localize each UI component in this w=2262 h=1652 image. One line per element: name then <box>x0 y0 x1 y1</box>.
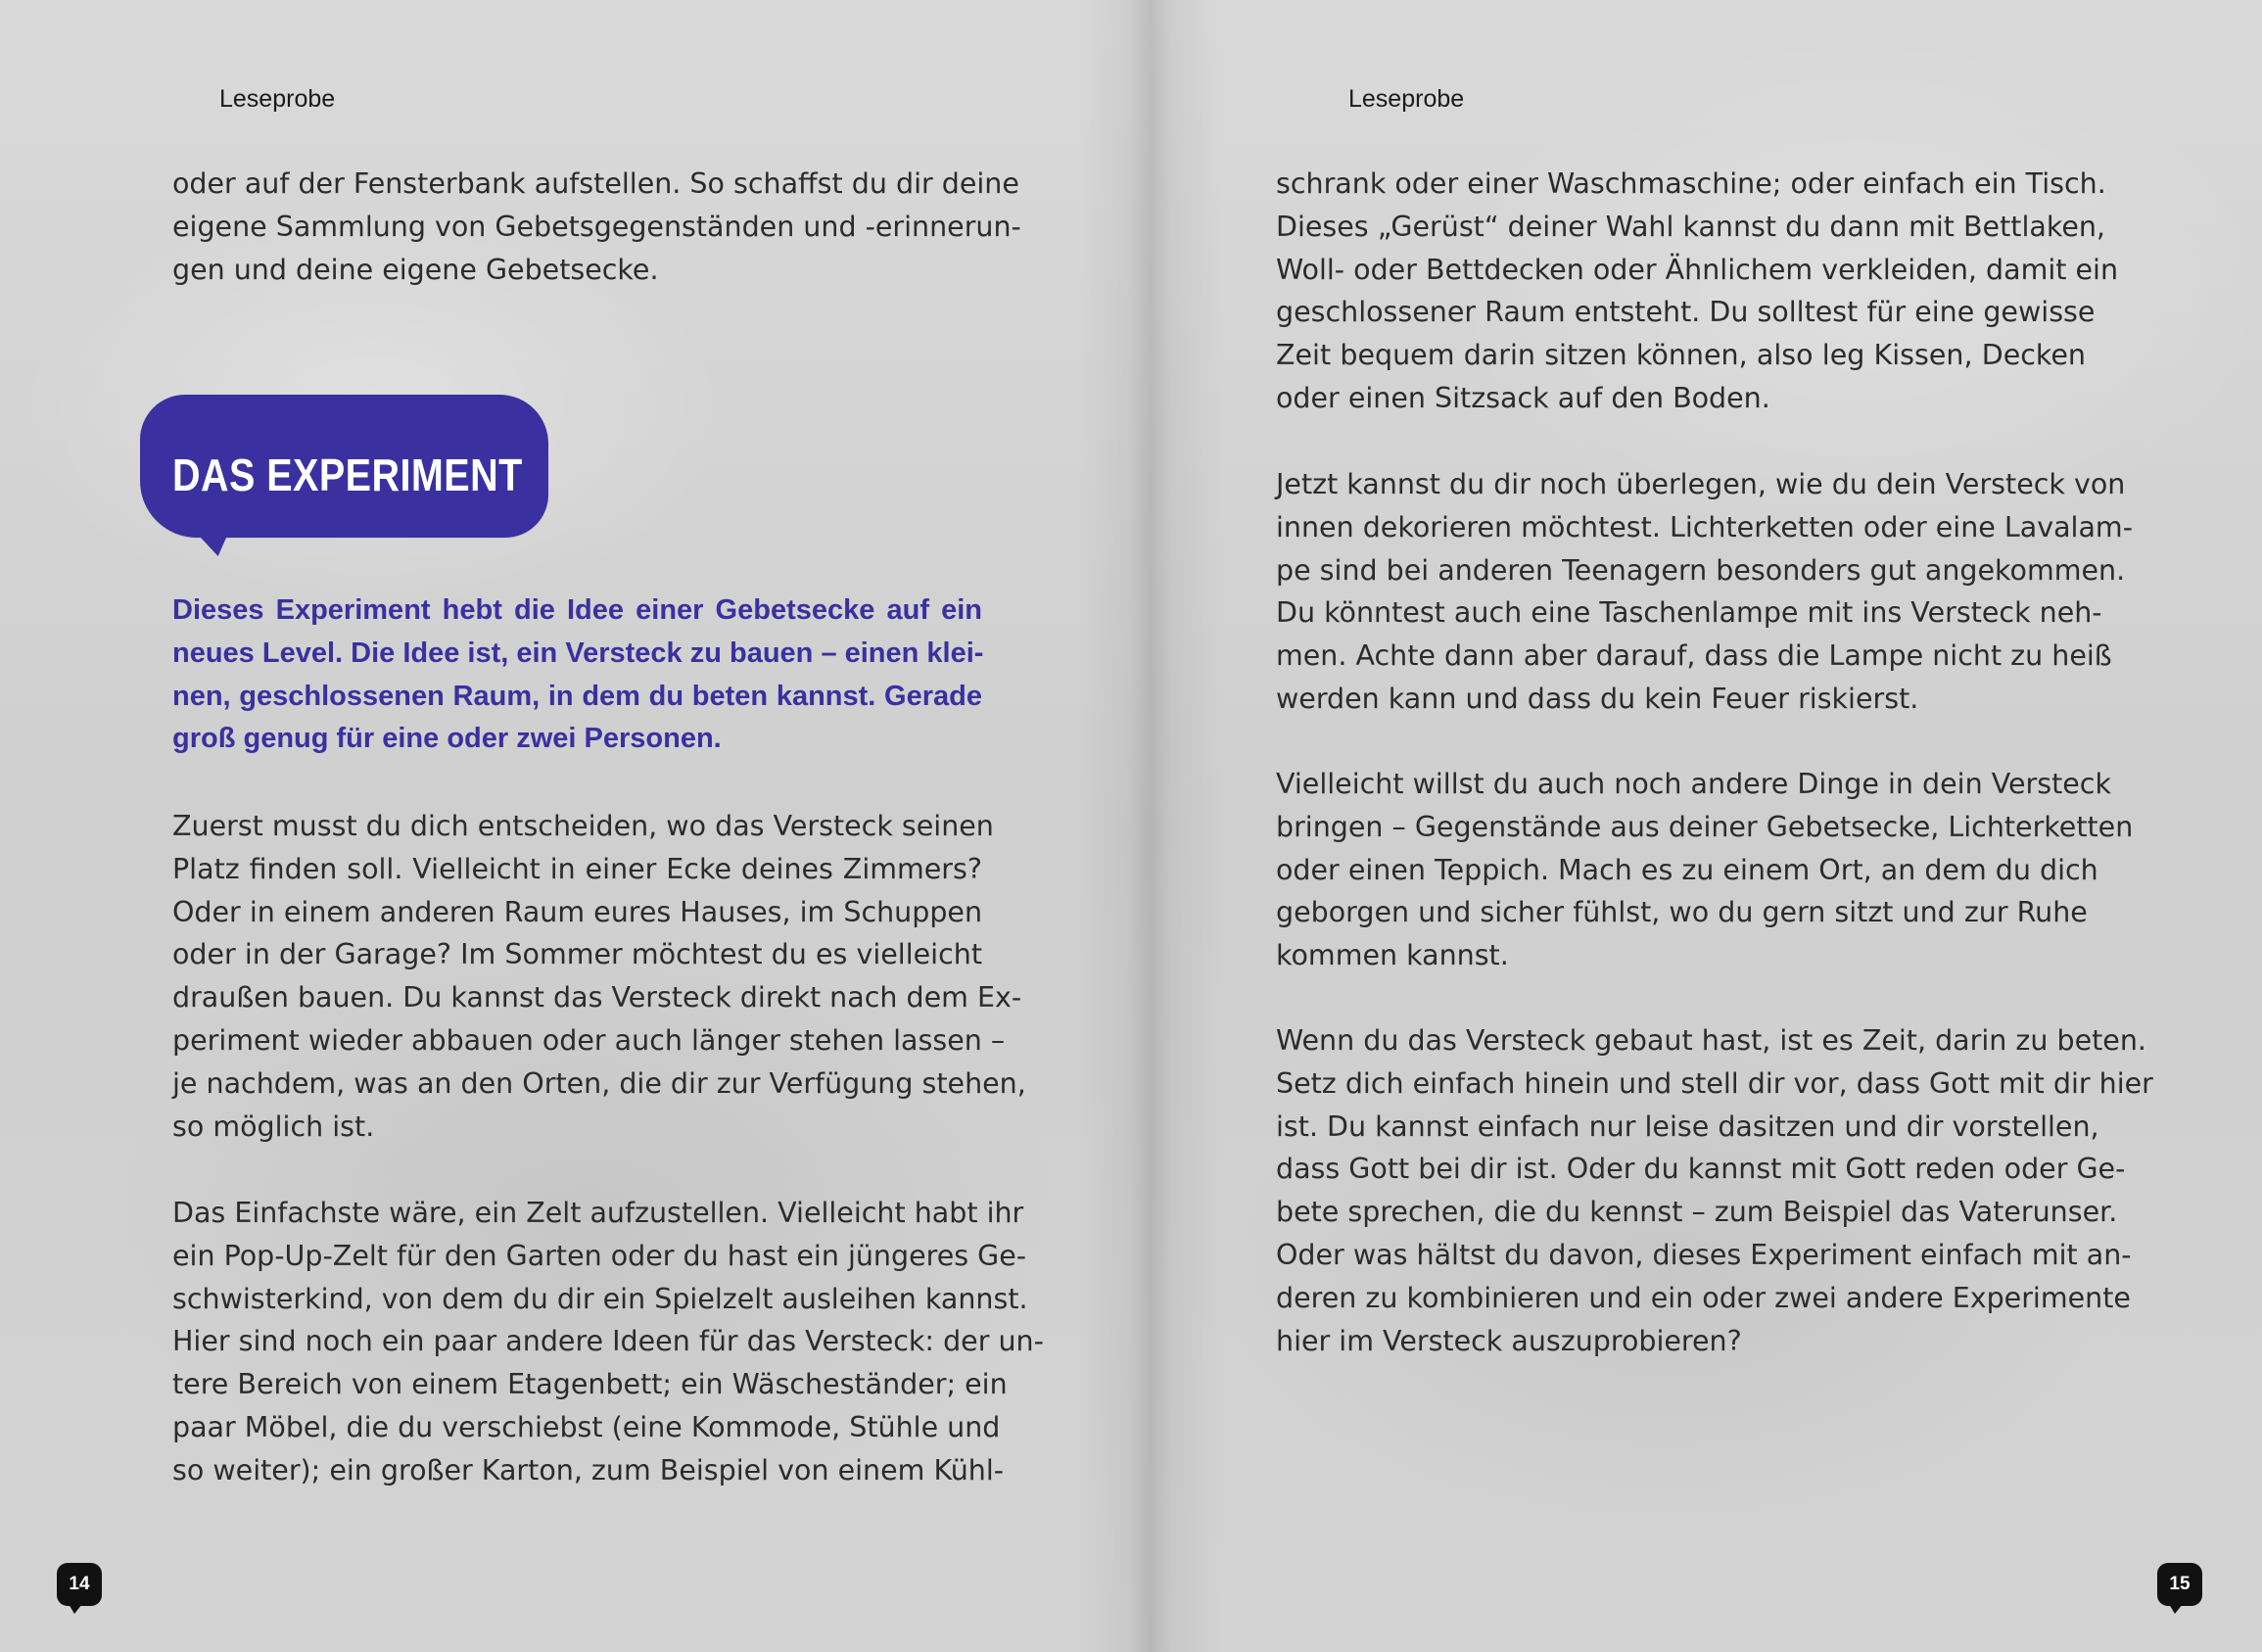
right-paragraph-4 <box>1276 1019 2153 1362</box>
text-line: Dieses „Gerüst“ deiner Wahl kannst du dann mit Bettlaken, <box>1276 210 2105 243</box>
text-line: je nachdem, was an den Orten, die dir zur Verfügung stehen, <box>172 1066 1026 1100</box>
text-line: men. Achte dann aber darauf, dass die Lampe nicht zu heiß <box>1276 639 2112 673</box>
text-line: groß genug für eine oder zwei Personen. <box>172 723 722 755</box>
text-line: werden kann und dass du kein Feuer riskierst. <box>1276 682 1919 715</box>
text-line: ist. Du kannst einfach nur leise dasitzen und dir vorstellen, <box>1276 1109 2099 1143</box>
text-line: hier im Versteck auszuprobieren? <box>1276 1324 1742 1357</box>
text-line: Das Einfachste wäre, ein Zelt aufzustellen. Vielleicht habt ihr <box>172 1197 1024 1229</box>
text-line: schrank oder einer Waschmaschine; oder einfach ein Tisch. <box>1276 167 2106 200</box>
text-line: Oder in einem anderen Raum eures Hauses, im Schuppen <box>172 895 983 928</box>
text-line: pe sind bei anderen Teenagern besonders gut angekommen. <box>1276 553 2126 587</box>
left-paragraph-1 <box>172 805 1026 1148</box>
text-line: Vielleicht willst du auch noch andere Dinge in dein Versteck <box>1276 768 2111 800</box>
section-badge-tail <box>183 519 239 556</box>
left-opening-paragraph <box>172 163 1021 291</box>
text-line: bringen – Gegenstände aus deiner Gebetsecke, Lichterketten <box>1276 810 2134 843</box>
text-line: gen und deine eigene Gebetsecke. <box>172 253 659 286</box>
text-line: Hier sind noch ein paar andere Ideen für das Versteck: der un- <box>172 1325 1044 1358</box>
text-line: deren zu kombinieren und ein oder zwei andere Experimente <box>1276 1281 2131 1314</box>
text-line: draußen bauen. Du kannst das Versteck direkt nach dem Ex- <box>172 981 1022 1015</box>
intro-paragraph <box>172 590 982 761</box>
text-line: oder einen Sitzsack auf den Boden. <box>1276 381 1770 414</box>
text-line: ein Pop-Up-Zelt für den Garten oder du hast ein jüngeres Ge- <box>172 1239 1027 1272</box>
text-line: Setz dich einfach hinein und stell dir vor, dass Gott mit dir hier <box>1276 1066 2153 1100</box>
text-line: eigene Sammlung von Gebetsgegenständen und -erinnerun- <box>172 210 1021 243</box>
text-line: oder in der Garage? Im Sommer möchtest du es vielleicht <box>172 938 982 971</box>
text-line: oder einen Teppich. Mach es zu einem Ort, an dem du dich <box>1276 853 2098 886</box>
text-line: so möglich ist. <box>172 1109 375 1143</box>
text-line: paar Möbel, die du verschiebst (eine Kommode, Stühle und <box>172 1410 1001 1443</box>
right-paragraph-3 <box>1276 763 2134 977</box>
text-line: bete sprechen, die du kennst – zum Beispiel das Vaterunser. <box>1276 1196 2118 1229</box>
text-line: so weiter); ein großer Karton, zum Beispiel von einem Kühl- <box>172 1453 1005 1487</box>
text-line: kommen kannst. <box>1276 939 1509 972</box>
text-line: Zeit bequem darin sitzen können, also leg Kissen, Decken <box>1276 339 2086 372</box>
text-line: oder auf der Fensterbank aufstellen. So schaffst du dir deine <box>172 167 1019 200</box>
right-paragraph-2 <box>1276 463 2133 721</box>
text-line: geschlossener Raum entsteht. Du solltest für eine gewisse <box>1276 296 2096 329</box>
text-line: Oder was hältst du davon, dieses Experiment einfach mit an- <box>1276 1238 2132 1271</box>
right-paragraph-1 <box>1276 163 2119 420</box>
right-page <box>1131 0 2262 1652</box>
text-line: schwisterkind, von dem du dir ein Spielzelt ausleihen kannst. <box>172 1282 1028 1315</box>
text-line: Dieses Experiment hebt die Idee einer Gebetsecke auf ein <box>172 594 982 626</box>
text-line: nen, geschlossenen Raum, in dem du beten kannst. Gerade <box>172 680 982 712</box>
text-line: periment wieder abbauen oder auch länger stehen lassen – <box>172 1023 1006 1057</box>
running-head-left: Leseprobe <box>219 85 336 113</box>
text-line: Wenn du das Versteck gebaut hast, ist es Zeit, darin zu beten. <box>1276 1024 2146 1057</box>
text-line: innen dekorieren möchtest. Lichterketten oder eine Lavalam- <box>1276 510 2133 543</box>
text-line: neues Level. Die Idee ist, ein Versteck zu bauen – einen klei- <box>172 637 984 669</box>
running-head-right: Leseprobe <box>1348 85 1465 113</box>
text-line: Jetzt kannst du dir noch überlegen, wie du dein Versteck von <box>1276 468 2126 500</box>
text-line: Platz finden soll. Vielleicht in einer Ecke deines Zimmers? <box>172 852 982 885</box>
text-line: Du könntest auch eine Taschenlampe mit ins Versteck neh- <box>1276 596 2102 630</box>
text-line: dass Gott bei dir ist. Oder du kannst mit Gott reden oder Ge- <box>1276 1153 2126 1186</box>
text-line: Woll- oder Bettdecken oder Ähnlichem verkleiden, damit ein <box>1276 253 2119 286</box>
text-line: geborgen und sicher fühlst, wo du gern sitzt und zur Ruhe <box>1276 896 2088 929</box>
text-line: Zuerst musst du dich entscheiden, wo das Versteck seinen <box>172 810 994 842</box>
text-line: tere Bereich von einem Etagenbett; ein Wäscheständer; ein <box>172 1368 1008 1401</box>
page-number-left: 14 <box>57 1563 102 1606</box>
section-title: DAS EXPERIMENT <box>172 449 523 500</box>
left-paragraph-2 <box>172 1192 1044 1492</box>
page-number-right: 15 <box>2157 1563 2202 1606</box>
